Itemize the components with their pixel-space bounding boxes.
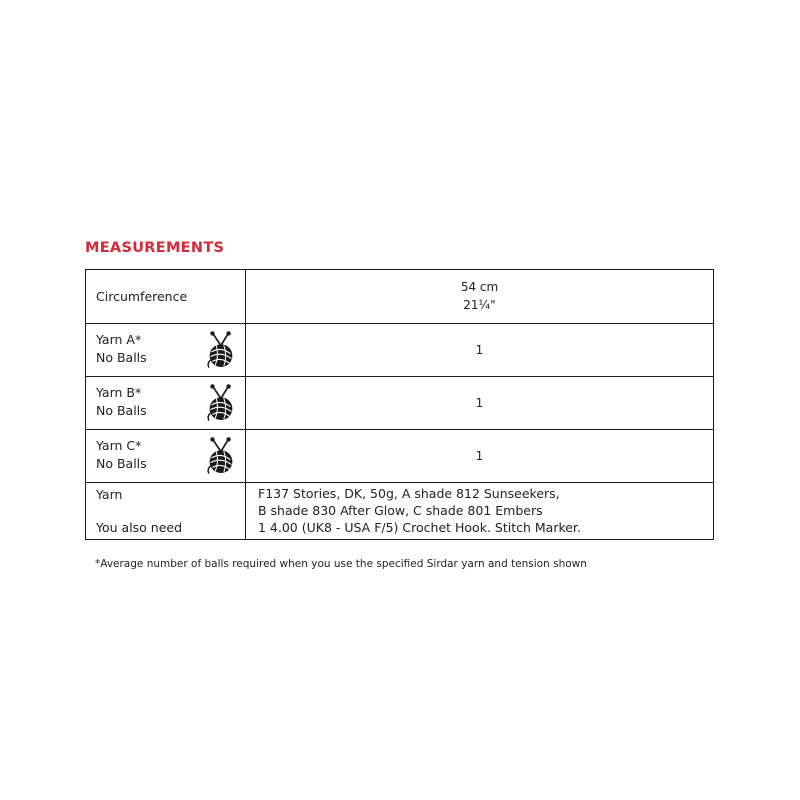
yarn-c-balls-label: No Balls: [96, 456, 147, 471]
yarn-details-line-1: F137 Stories, DK, 50g, A shade 812 Sunseekers,: [258, 486, 560, 501]
label-cell: [86, 483, 246, 539]
footnote: *Average number of balls required when you use the specified Sirdar yarn and tension shown: [95, 557, 587, 570]
circumference-value-cm: 54 cm: [460, 280, 499, 294]
label-cell: [86, 377, 246, 429]
section-heading: MEASUREMENTS: [85, 240, 225, 256]
yarn-ball-with-needles-icon: [203, 383, 239, 423]
table-row-materials: [86, 483, 713, 539]
value-cell: [246, 270, 713, 323]
table-row-yarn-a: [86, 324, 713, 377]
yarn-b-label: Yarn B*: [96, 385, 142, 400]
yarn-ball-with-needles-icon: [203, 330, 239, 370]
also-need-label: You also need: [96, 520, 183, 535]
yarn-a-balls-value: 1: [475, 343, 484, 357]
circumference-value-in: 21¼": [463, 298, 496, 312]
measurements-table: [85, 269, 714, 540]
label-cell: [86, 324, 246, 376]
yarn-a-balls-label: No Balls: [96, 350, 147, 365]
yarn-ball-with-needles-icon: [203, 436, 239, 476]
table-row-yarn-c: [86, 430, 713, 483]
value-cell: [246, 324, 713, 376]
circumference-label: Circumference: [96, 289, 188, 304]
yarn-a-label: Yarn A*: [96, 332, 142, 347]
label-cell: [86, 430, 246, 482]
label-cell: [86, 270, 246, 323]
yarn-c-balls-value: 1: [475, 449, 484, 463]
yarn-label: Yarn: [96, 487, 123, 502]
table-row-circumference: [86, 270, 713, 324]
table-row-yarn-b: [86, 377, 713, 430]
value-cell: [246, 377, 713, 429]
yarn-b-balls-label: No Balls: [96, 403, 147, 418]
yarn-b-balls-value: 1: [475, 396, 484, 410]
yarn-c-label: Yarn C*: [96, 438, 142, 453]
also-need-details: 1 4.00 (UK8 - USA F/5) Crochet Hook. Stitch Marker.: [258, 520, 581, 535]
value-cell: [246, 430, 713, 482]
value-cell: [246, 483, 713, 539]
yarn-details-line-2: B shade 830 After Glow, C shade 801 Embers: [258, 503, 543, 518]
